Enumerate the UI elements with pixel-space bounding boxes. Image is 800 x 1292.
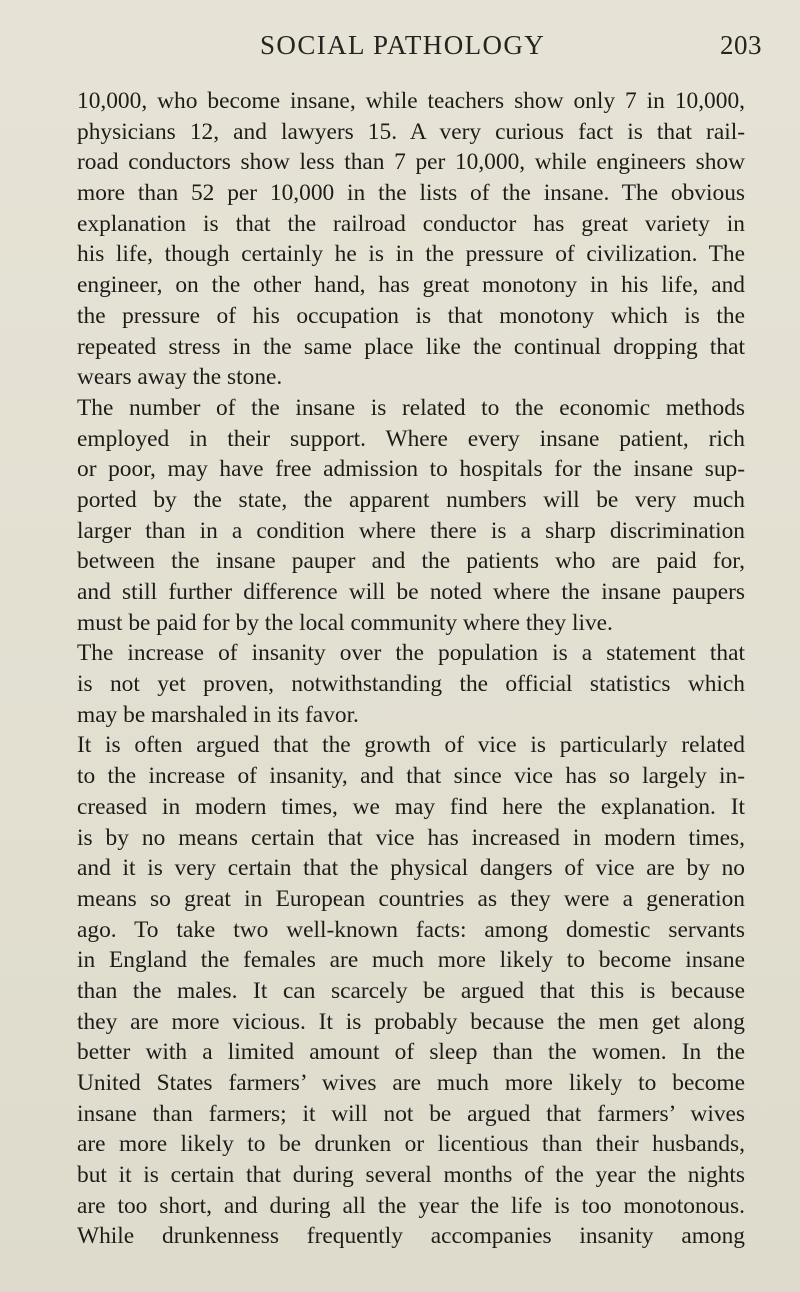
- text-line: explanation is that the railroad conductor has great variety in: [77, 210, 745, 237]
- text-line: than the males. It can scarcely be argued that this is because: [77, 977, 745, 1004]
- text-line: While drunkenness frequently accompanies insanity among: [77, 1223, 745, 1250]
- body-text: [77, 86, 745, 1252]
- text-line: they are more vicious. It is probably because the men get along: [77, 1008, 745, 1035]
- text-line: his life, though certainly he is in the pressure of civilization. The: [77, 241, 745, 268]
- text-line: means so great in European countries as they were a generation: [77, 885, 745, 912]
- text-line: or poor, may have free admission to hospitals for the insane sup-: [77, 456, 745, 483]
- running-head: [0, 30, 800, 70]
- text-line: are more likely to be drunken or licentious than their husbands,: [77, 1131, 745, 1158]
- paragraph-start-line: It is often argued that the growth of vice is particularly related: [77, 732, 745, 759]
- running-title: SOCIAL PATHOLOGY: [260, 30, 546, 60]
- paragraph-end-line: wears away the stone.: [77, 364, 283, 391]
- text-line: creased in modern times, we may find here the explanation. It: [77, 793, 745, 820]
- text-line: physicians 12, and lawyers 15. A very curious fact is that rail-: [77, 118, 745, 145]
- text-line: more than 52 per 10,000 in the lists of the insane. The obvious: [77, 180, 745, 207]
- text-line: but it is certain that during several months of the year the nights: [77, 1162, 745, 1189]
- text-line: insane than farmers; it will not be argued that farmers’ wives: [77, 1100, 745, 1127]
- text-line: is not yet proven, notwithstanding the official statistics which: [77, 671, 745, 698]
- text-line: is by no means certain that vice has increased in modern times,: [77, 824, 745, 851]
- text-line: employed in their support. Where every insane patient, rich: [77, 425, 745, 452]
- paragraph-end-line: may be marshaled in its favor.: [77, 701, 359, 728]
- text-line: between the insane pauper and the patients who are paid for,: [77, 548, 745, 575]
- text-line: are too short, and during all the year the life is too monotonous.: [77, 1192, 745, 1219]
- text-line: and it is very certain that the physical dangers of vice are by no: [77, 855, 745, 882]
- text-line: repeated stress in the same place like the continual dropping that: [77, 333, 745, 360]
- paragraph-start-line: The increase of insanity over the population is a statement that: [77, 640, 745, 667]
- text-line: 10,000, who become insane, while teachers show only 7 in 10,000,: [77, 88, 745, 114]
- text-line: United States farmers’ wives are much more likely to become: [77, 1070, 745, 1096]
- page-number: 203: [720, 30, 762, 60]
- text-line: ported by the state, the apparent numbers will be very much: [77, 486, 745, 513]
- text-line: to the increase of insanity, and that since vice has so largely in-: [77, 763, 745, 790]
- text-line: engineer, on the other hand, has great monotony in his life, and: [77, 272, 745, 299]
- text-line: road conductors show less than 7 per 10,000, while engineers show: [77, 149, 745, 176]
- text-line: larger than in a condition where there is a sharp discrimination: [77, 517, 745, 544]
- text-line: better with a limited amount of sleep than the women. In the: [77, 1039, 745, 1066]
- text-line: the pressure of his occupation is that monotony which is the: [77, 302, 745, 329]
- paragraph-start-line: The number of the insane is related to the economic methods: [77, 394, 745, 421]
- text-line: in England the females are much more likely to become insane: [77, 947, 745, 974]
- paragraph-end-line: must be paid for by the local community where they live.: [77, 609, 613, 636]
- text-line: and still further difference will be noted where the insane paupers: [77, 579, 745, 605]
- text-line: ago. To take two well-known facts: among domestic servants: [77, 916, 745, 943]
